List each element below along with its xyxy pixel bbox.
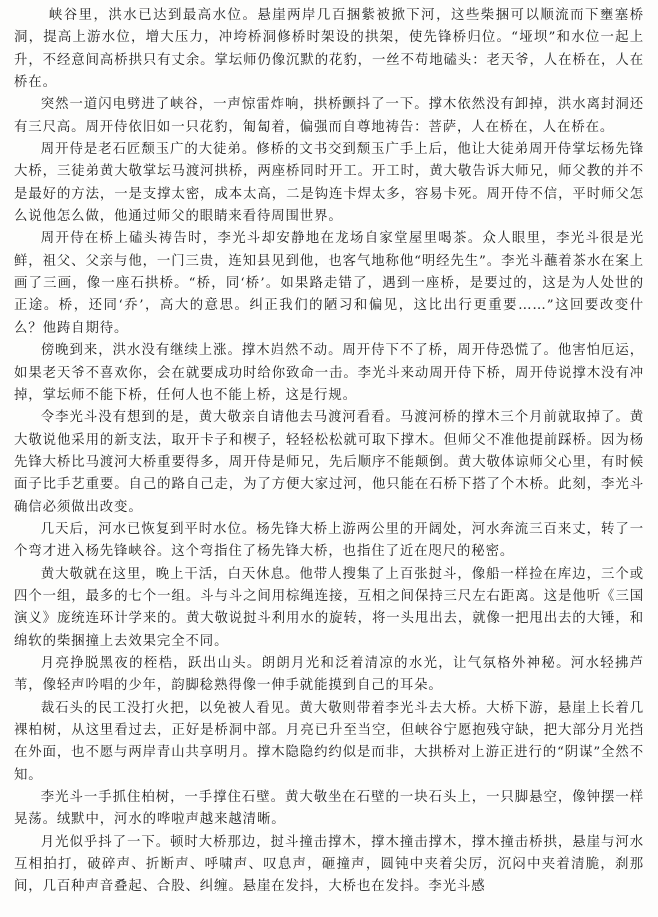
- paragraph-4: 周开侍在桥上磕头祷告时，李光斗却安静地在龙场自家堂屋里喝茶。众人眼里，李光斗很是光鲜，祖父、父亲与他，一门三贵，连知县见到他，也客气地称他“明经先生”。李光斗蘸着茶水在案上画了三画，像一座石拱桥。“桥，同‘桥’。如果路走错了，遇到一座桥，是要过的，这是为人处世的正途。桥，还同‘乔’，高大的意思。纠正我们的陋习和偏见，这比出行更重要……”这回要改变什么？他踌自期待。: [14, 231, 644, 336]
- paragraph-8: 黄大敬就在这里，晚上干活，白天休息。他带人搜集了上百张挝斗，像船一样捡在库边，三个或四个一组，最多的七个一组。斗与斗之间用棕绳连接，互相之间保持三尺左右距离。这是他听《三国演义》庞统连环计学来的。黄大敬说挝斗利用水的旋转，将一头甩出去，就像一把甩出去的大锤，和绵软的柴捆撞上去效果完全不同。: [14, 566, 644, 649]
- paragraph-3: 周开侍是老石匠颓玉广的大徒弟。修桥的文书交到颓玉广手上后，他让大徒弟周开侍掌坛杨先锋大桥，三徒弟黄大敬掌坛马渡河拱桥，两座桥同时开工。开工时，黄大敬告诉大师兄，师父教的并不是最好的方法，一是支撑太密，成本太高，二是钩连卡焊太多，容易卡死。周开侍不信，平时师父怎么说他怎么做，他通过师父的眼睛来看待周围世界。: [14, 142, 644, 225]
- paragraph-9: 月亮挣脱黑夜的桎梏，跃出山头。朗朗月光和泛着清凉的水光，让气氛格外神秘。河水轻拂芦苇，像轻声吟唱的少年，韵脚稔熟得像一伸手就能摸到自己的耳朵。: [14, 655, 644, 694]
- paragraph-1: 峡谷里，洪水已达到最高水位。悬崖两岸几百捆紫被掀下河，这些柴捆可以顺流而下壅塞桥洞，提高上游水位，增大压力，冲垮桥洞修桥时架设的拱架，使先锋桥归位。“垭坝”和水位一起上升，不经意间高桥拱只有丈余。掌坛师仍像沉默的花豹，一丝不苟地磕头：老天爷，人在桥在，人在桥在。: [14, 8, 644, 91]
- paragraph-6: 令李光斗没有想到的是，黄大敬亲自请他去马渡河看看。马渡河桥的撑木三个月前就取掉了。黄大敬说他采用的新支法，取开卡子和楔子，轻轻松松就可取下撑木。但师父不准他提前踩桥。因为杨先锋大桥比马渡河大桥重要得多，周开侍是师兄，先后顺序不能颠倒。黄大敬体谅师父心里，有时候面子比手艺重要。自己的路自己走，为了方便大家过河，他只能在石桥下搭了个木桥。此刻，李光斗确信必须做出改变。: [14, 410, 644, 515]
- paragraph-5: 傍晚到来，洪水没有继续上涨。撑木岿然不动。周开侍下不了桥，周开侍恐慌了。他害怕厄运，如果老天爷不喜欢你，会在就要成功时给你致命一击。李光斗来动周开侍下桥，周开侍说撑木没有冲掉，掌坛师不能下桥，任何人也不能上桥，这是行规。: [14, 343, 644, 403]
- paragraph-7: 几天后，河水已恢复到平时水位。杨先锋大桥上游两公里的开阔处，河水奔流三百来丈，转了一个弯才进入杨先锋峡谷。这个弯指住了杨先锋大桥，也指住了近在咫尺的秘密。: [14, 521, 644, 560]
- paragraph-10: 裁石头的民工没打火把，以免被人看见。黄大敬则带着李光斗去大桥。大桥下游，悬崖上长着几裸柏树，从这里看过去，正好是桥洞中部。月亮已升至当空，但峡谷宁愿抱残守缺，把大部分月光挡在外面，也不愿与两岸青山共享明月。撑木隐隐约约似是而非，大拱桥对上游正进行的“阴谋”全然不知。: [14, 700, 644, 783]
- paragraph-2: 突然一道闪电劈进了峡谷，一声惊雷炸响，拱桥颤抖了一下。撑木依然没有卸掉，洪水离封洞还有三尺高。周开侍依旧如一只花豹，匍匐着，偏强而自尊地祷告：菩萨，人在桥在，人在桥在。: [14, 97, 644, 135]
- paragraph-11: 李光斗一手抓住柏树，一手撑住石壁。黄大敬坐在石壁的一块石头上，一只脚悬空，像钟摆一样晃荡。绒默中，河水的哗啦声越来越清晰。: [14, 790, 644, 828]
- paragraph-12: 月光似乎抖了一下。顿时大桥那边，挝斗撞击撑木，撑木撞击撑木，撑木撞击桥拱，悬崖与河水互相拍打，破碎声、折断声、呼啸声、叹息声，砸撞声，圆钝中夹着尖厉，沉闷中夹着清脆，刹那间，几百种声音叠起、合股、纠缠。悬崖在发抖，大桥也在发抖。李光斗感: [14, 834, 644, 895]
